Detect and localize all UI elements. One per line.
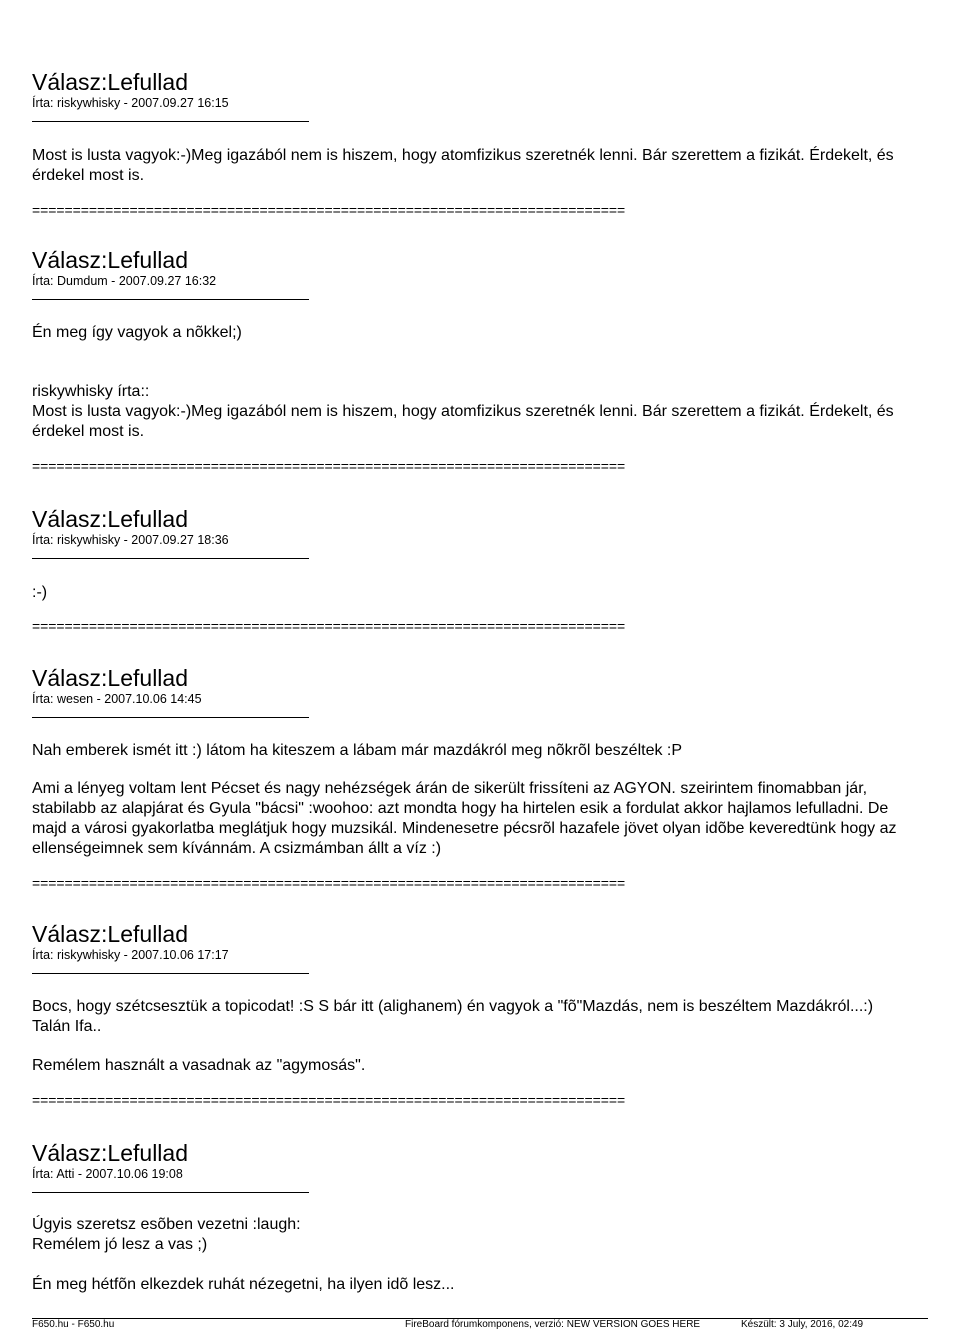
post-divider <box>32 299 309 300</box>
post-title: Válasz:Lefullad <box>32 1140 188 1166</box>
post-divider <box>32 973 309 974</box>
post-title: Válasz:Lefullad <box>32 665 188 691</box>
footer-component: FireBoard fórumkomponens, verzió: NEW VERSION GOES HERE <box>405 1319 701 1330</box>
post-body: Én meg hétfõn elkezdek ruhát nézegetni, ha ilyen idõ lesz... <box>32 1276 455 1293</box>
post-3 <box>32 506 912 559</box>
post-title: Válasz:Lefullad <box>32 247 188 273</box>
post-body: Most is lusta vagyok:-)Meg igazából nem is hiszem, hogy atomfizikus szeretnék lenni. Bár szerettem a fizikát. Érdekelt, és érdekel most is. <box>32 147 899 184</box>
post-meta: Írta: Dumdum - 2007.09.27 16:32 <box>32 274 217 288</box>
post-meta: Írta: Atti - 2007.10.06 19:08 <box>32 1167 183 1181</box>
post-body: Nah emberek ismét itt :) látom ha kiteszem a lábam már mazdákról meg nõkrõl beszéltek :P <box>32 742 683 759</box>
post-meta: Írta: riskywhisky - 2007.09.27 18:36 <box>32 533 229 547</box>
page-footer <box>0 1318 960 1332</box>
post-5 <box>32 921 912 974</box>
footer-timestamp: Készült: 3 July, 2016, 02:49 <box>741 1319 864 1330</box>
post-body: Bocs, hogy szétcsesztük a topicodat! :S S bár itt (alighanem) én vagyok a "fõ"Mazdás, nem is beszéltem Mazdákról...:) Talán Ifa.. <box>32 998 878 1035</box>
post-divider <box>32 121 309 122</box>
post-4 <box>32 665 912 718</box>
separator-line: ========================================================================= <box>32 203 626 217</box>
footer-site: F650.hu - F650.hu <box>32 1319 115 1330</box>
post-divider <box>32 1192 309 1193</box>
post-body: :-) <box>32 584 48 601</box>
separator-line: ========================================================================= <box>32 876 626 890</box>
post-title: Válasz:Lefullad <box>32 921 188 947</box>
post-1 <box>32 69 912 122</box>
post-body: Én meg így vagyok a nõkkel;) <box>32 324 242 341</box>
post-body: Ami a lényeg voltam lent Pécset és nagy nehézségek árán de sikerült frissíteni az AGYON. szeirintem finomabban jár, stabilabb az alapjárat és Gyula "bácsi" :woohoo: azt mondta hogy ha hirtelen esik a fordulat akkor hajlamos lefulladni. De majd a városi gyakorlatba meglátjuk hogy muzsikál. Mindenesetre pécsrõl hazafele jövet olyan idõbe keveredtünk hogy az ellenségeimnek sem kívánnám. A csizmámban állt a víz :) <box>32 780 901 857</box>
post-quote: riskywhisky írta:: Most is lusta vagyok:-)Meg igazából nem is hiszem, hogy atomfizikus szeretnék lenni. Bár szerettem a fizikát. Érdekelt, és érdekel most is. <box>32 383 894 440</box>
separator-line: ========================================================================= <box>32 459 626 473</box>
post-meta: Írta: riskywhisky - 2007.09.27 16:15 <box>32 96 229 110</box>
post-2 <box>32 247 912 300</box>
post-6 <box>32 1140 912 1193</box>
post-title: Válasz:Lefullad <box>32 69 188 95</box>
post-divider <box>32 717 309 718</box>
post-body: Remélem használt a vasadnak az "agymosás". <box>32 1057 366 1074</box>
post-meta: Írta: riskywhisky - 2007.10.06 17:17 <box>32 948 229 962</box>
separator-line: ========================================================================= <box>32 619 626 633</box>
post-body: Úgyis szeretsz esõben vezetni :laugh: Remélem jó lesz a vas ;) <box>32 1216 301 1253</box>
post-divider <box>32 558 309 559</box>
separator-line: ========================================================================= <box>32 1093 626 1107</box>
post-title: Válasz:Lefullad <box>32 506 188 532</box>
post-meta: Írta: wesen - 2007.10.06 14:45 <box>32 692 202 706</box>
